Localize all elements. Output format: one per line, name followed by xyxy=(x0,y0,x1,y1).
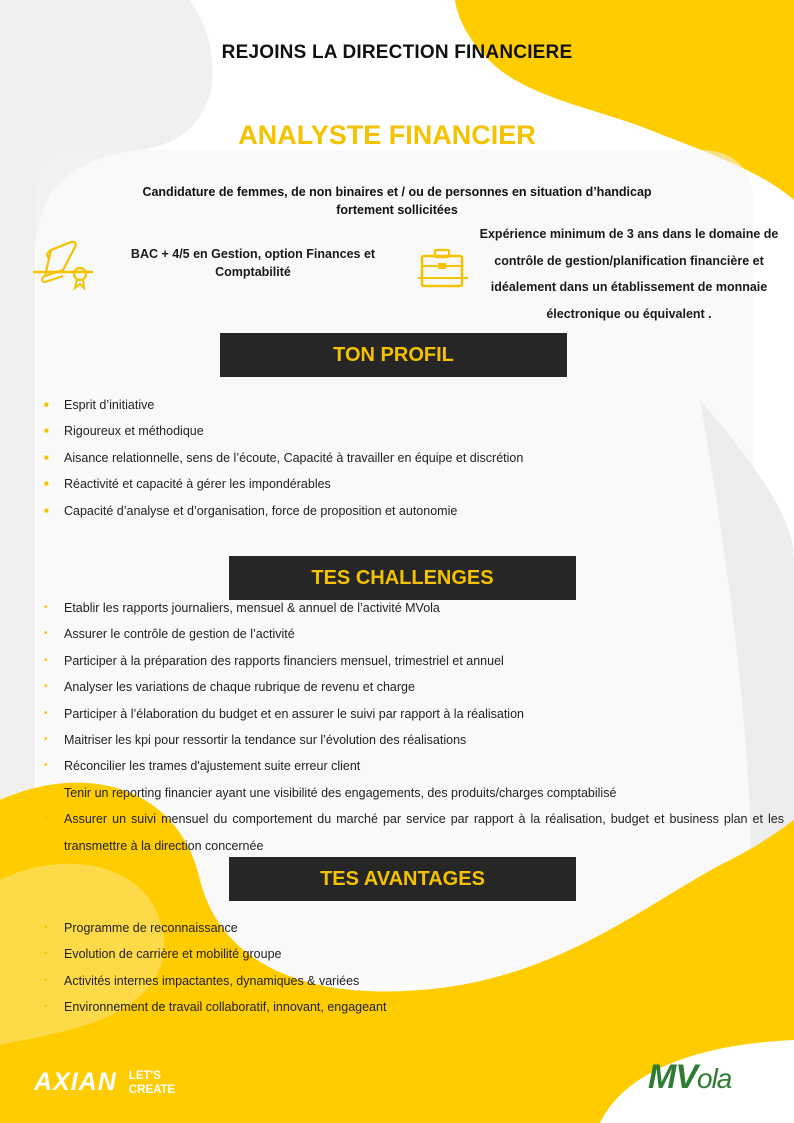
list-item-text: Assurer le contrôle de gestion de l’activité xyxy=(64,627,295,642)
dot-bullet-icon: • xyxy=(44,1001,48,1013)
dot-bullet-icon: • xyxy=(44,628,48,640)
list-item-text: Participer à la préparation des rapports financiers mensuel, trimestriel et annuel xyxy=(64,653,504,668)
dot-bullet-icon: • xyxy=(44,948,48,960)
list-item-text: Analyser les variations de chaque rubrique de revenu et charge xyxy=(64,680,415,695)
dot-bullet-icon: • xyxy=(44,681,48,693)
mvola-logo xyxy=(648,1058,731,1097)
experience-line-2: contrôle de gestion/planification financière et xyxy=(494,253,764,268)
dot-bullet-icon: • xyxy=(44,707,48,719)
list-item-text: Activités internes impactantes, dynamiques & variées xyxy=(64,973,360,988)
list-item-text: Participer à l’élaboration du budget et en assurer le suivi par rapport à la réalisation xyxy=(64,706,524,721)
list-item xyxy=(44,418,784,444)
list-item xyxy=(44,498,784,524)
section-heading-profil: TON PROFIL xyxy=(220,333,567,377)
list-item-text: Réactivité et capacité à gérer les impondérables xyxy=(64,477,331,492)
list-item xyxy=(44,621,784,647)
education-line-1: BAC + 4/5 en Gestion, option Finances et xyxy=(130,247,376,261)
mvola-logo-mv: MV xyxy=(648,1058,697,1096)
dot-bullet-icon: • xyxy=(44,654,48,666)
diploma-scroll-icon xyxy=(33,236,95,292)
dot-bullet-icon: • xyxy=(44,734,48,746)
dot-bullet-icon: • xyxy=(44,922,48,933)
axian-logo: AXIAN xyxy=(34,1068,117,1096)
list-item xyxy=(44,674,784,700)
square-bullet-icon: ■ xyxy=(44,400,49,409)
axian-tagline xyxy=(129,1069,199,1097)
list-item-text: Etablir les rapports journaliers, mensuel & annuel de l’activité MVola xyxy=(64,601,440,615)
dot-bullet-icon: • xyxy=(44,602,48,613)
square-bullet-icon: ■ xyxy=(44,479,49,489)
list-item-text: Tenir un reporting financier ayant une visibilité des engagements, des produits/charges comptabilisé xyxy=(64,785,617,800)
dot-bullet-icon: • xyxy=(44,760,48,772)
diversity-line-1: Candidature de femmes, de non binaires et / ou de personnes en situation d’handicap xyxy=(142,185,652,199)
list-item xyxy=(44,968,784,994)
job-title: ANALYSTE FINANCIER xyxy=(238,120,536,150)
list-item xyxy=(44,727,784,753)
axian-logo-block xyxy=(34,1068,199,1097)
list-item xyxy=(44,471,784,497)
section-heading-challenges: TES CHALLENGES xyxy=(229,556,576,600)
list-item-text: Capacité d’analyse et d’organisation, force de proposition et autonomie xyxy=(64,503,458,518)
list-item xyxy=(44,780,784,806)
list-item-text: Aisance relationnelle, sens de l’écoute, Capacité à travailler en équipe et discrétion xyxy=(64,450,524,465)
education-line-2: Comptabilité xyxy=(215,265,291,279)
list-item-text: Environnement de travail collaboratif, innovant, engageant xyxy=(64,1000,387,1015)
square-bullet-icon: ■ xyxy=(44,452,49,462)
list-item xyxy=(44,392,784,418)
list-item xyxy=(44,806,784,859)
experience-requirement xyxy=(472,221,786,327)
square-bullet-icon: ■ xyxy=(44,426,49,436)
list-item-text: Assurer un suivi mensuel du comportement du marché par service par rapport à la réalisation, budget et business plan et les transmettre à la direction concernée xyxy=(64,812,784,853)
list-item-text: Maitriser les kpi pour ressortir la tendance sur l’évolution des réalisations xyxy=(64,733,467,748)
list-item xyxy=(44,445,784,471)
mvola-logo-ola: ola xyxy=(697,1063,732,1094)
challenges-list xyxy=(44,595,784,859)
list-item xyxy=(44,941,784,967)
list-item xyxy=(44,915,784,941)
list-item-text: Réconcilier les trames d'ajustement suite erreur client xyxy=(64,759,361,774)
dot-bullet-icon: • xyxy=(44,786,48,798)
list-item-text: Esprit d’initiative xyxy=(64,398,155,412)
list-item-text: Rigoureux et méthodique xyxy=(64,424,204,439)
dot-bullet-icon: • xyxy=(44,813,48,825)
experience-line-3: idéalement dans un établissement de monnaie xyxy=(490,280,768,294)
section-heading-avantages: TES AVANTAGES xyxy=(229,857,576,901)
list-item xyxy=(44,701,784,727)
education-requirement xyxy=(118,245,388,281)
list-item xyxy=(44,753,784,779)
axian-tagline-line-2: CREATE xyxy=(128,1083,176,1096)
diversity-notice xyxy=(120,183,674,219)
diversity-line-2: fortement sollicitées xyxy=(336,203,458,217)
experience-line-4: électronique ou équivalent . xyxy=(546,306,712,321)
square-bullet-icon: ■ xyxy=(44,505,49,515)
dot-bullet-icon: • xyxy=(44,974,48,986)
list-item-text: Evolution de carrière et mobilité groupe xyxy=(64,947,282,962)
experience-line-1: Expérience minimum de 3 ans dans le domaine de xyxy=(479,227,779,241)
briefcase-icon xyxy=(418,246,470,292)
list-item xyxy=(44,994,784,1020)
profil-list xyxy=(44,392,784,524)
avantages-list xyxy=(44,915,784,1021)
list-item-text: Programme de reconnaissance xyxy=(64,921,238,935)
page-heading: REJOINS LA DIRECTION FINANCIERE xyxy=(221,42,573,63)
list-item xyxy=(44,595,784,621)
list-item xyxy=(44,648,784,674)
axian-tagline-line-1: LET'S xyxy=(128,1069,161,1082)
